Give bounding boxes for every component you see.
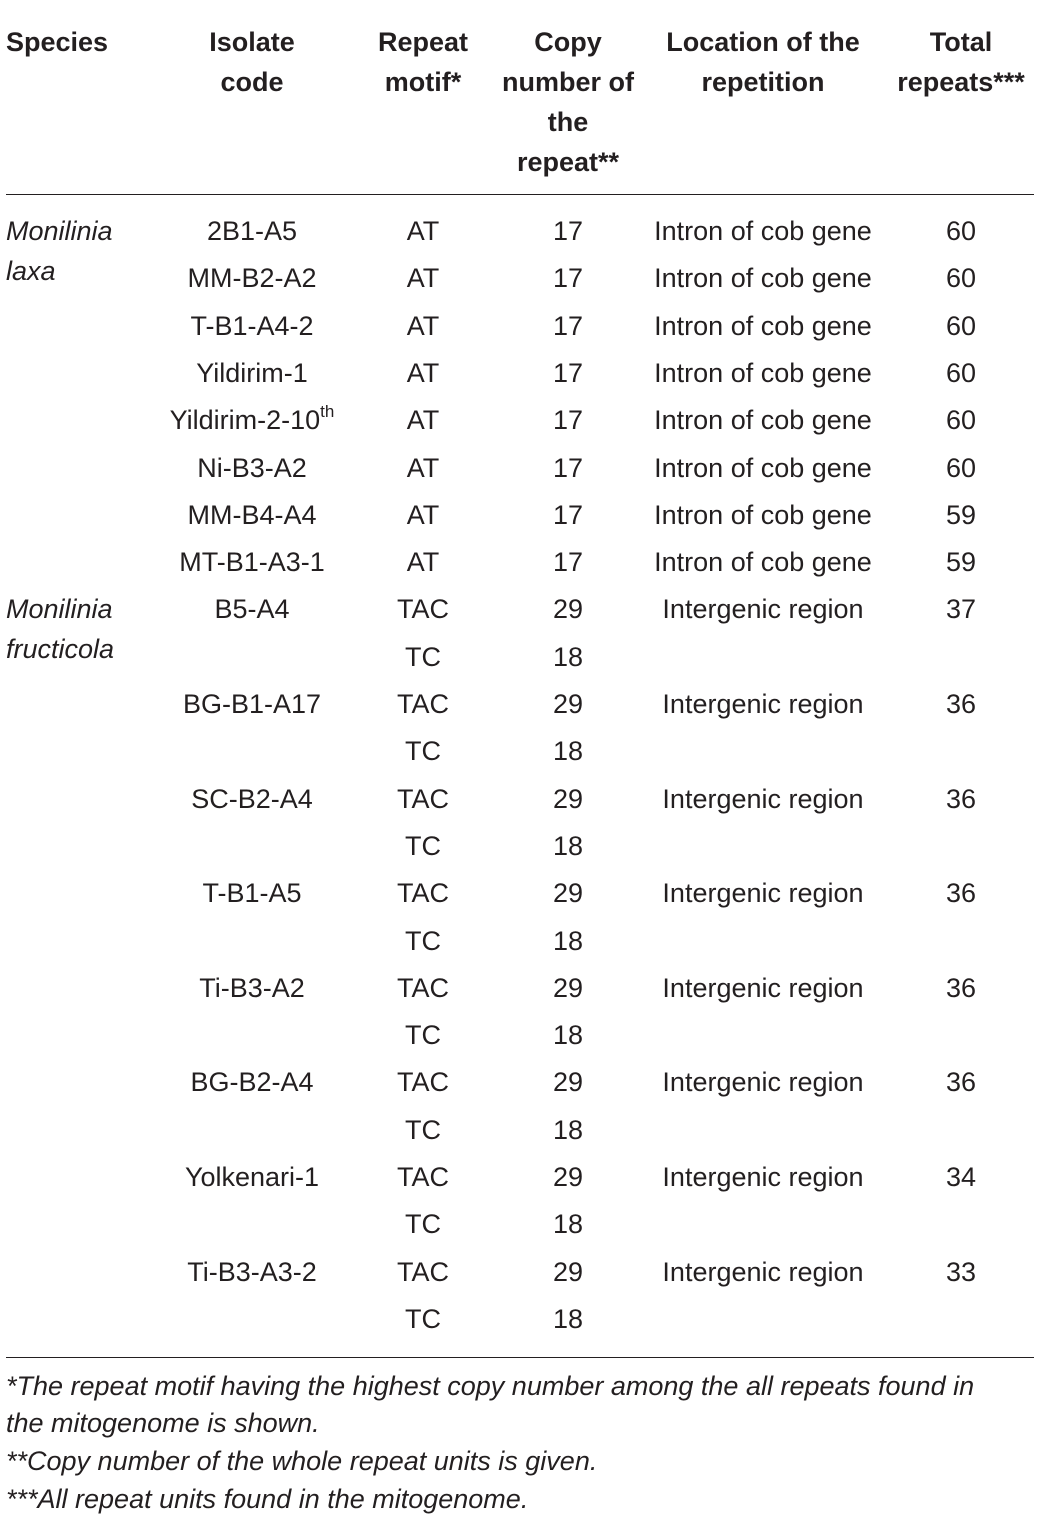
copy-number-cell	[496, 211, 640, 251]
repeat-motif-cell	[362, 495, 484, 535]
table-row	[0, 873, 1040, 913]
copy-number-cell	[496, 1299, 640, 1339]
total-repeats-cell	[886, 1252, 1036, 1292]
cell-text: 60	[945, 310, 977, 341]
location-cell	[640, 873, 886, 913]
cell-text: 59	[945, 547, 977, 578]
cell-text: TAC	[397, 1256, 449, 1287]
header-line: motif*	[384, 67, 462, 97]
isolate-code-cell	[152, 637, 352, 677]
location-cell	[640, 1062, 886, 1102]
table-row	[0, 1252, 1040, 1292]
isolate-code-cell	[152, 779, 352, 819]
footnote-line: **Copy number of the whole repeat units is given.	[6, 1446, 598, 1476]
cell-text: 18	[552, 925, 584, 956]
header-total-repeats	[886, 22, 1036, 102]
header-line: Isolate	[209, 27, 295, 57]
cell-text: 60	[945, 216, 977, 246]
location-cell	[640, 731, 886, 771]
repeat-motif-cell	[362, 542, 484, 582]
location-cell	[640, 968, 886, 1008]
copy-number-cell	[496, 731, 640, 771]
copy-number-cell	[496, 684, 640, 724]
cell-text: TC	[405, 1114, 441, 1145]
isolate-code-cell	[152, 542, 352, 582]
cell-text: 29	[552, 878, 584, 909]
location-cell	[640, 637, 886, 677]
header-line: Location of the	[666, 27, 860, 57]
cell-text: AT	[406, 310, 440, 341]
cell-text: 37	[945, 594, 977, 625]
table-row	[0, 1110, 1040, 1150]
cell-text: Ti-B3-A2	[199, 972, 305, 1003]
repeat-motif-cell	[362, 1062, 484, 1102]
cell-text: 17	[552, 452, 584, 483]
cell-text: T-B1-A5	[202, 878, 302, 909]
header-location	[640, 22, 886, 102]
copy-number-cell	[496, 779, 640, 819]
cell-text: TC	[405, 1303, 441, 1334]
repeat-motif-cell	[362, 211, 484, 251]
total-repeats-cell	[886, 306, 1036, 346]
total-repeats-cell	[886, 258, 1036, 298]
repeat-motif-cell	[362, 779, 484, 819]
ordinal-superscript: th	[320, 402, 335, 422]
cell-text: 18	[552, 1209, 584, 1240]
cell-text: Yildirim-1	[196, 357, 308, 388]
cell-text: TC	[405, 736, 441, 767]
cell-text: 17	[552, 357, 584, 388]
repeat-motif-cell	[362, 637, 484, 677]
table-row	[0, 211, 1040, 251]
total-repeats-cell	[886, 826, 1036, 866]
table-row	[0, 1299, 1040, 1339]
copy-number-cell	[496, 826, 640, 866]
total-repeats-cell	[886, 1110, 1036, 1150]
total-repeats-cell	[886, 779, 1036, 819]
isolate-code-cell	[152, 1252, 352, 1292]
location-cell	[640, 1299, 886, 1339]
copy-number-cell	[496, 637, 640, 677]
cell-text: TC	[405, 830, 441, 861]
total-repeats-cell	[886, 589, 1036, 629]
cell-text: BG-B1-A17	[182, 689, 322, 719]
footnote-line: *The repeat motif having the highest copy number among the all repeats found in	[6, 1371, 975, 1401]
location-cell	[640, 1015, 886, 1055]
repeat-motif-cell	[362, 921, 484, 961]
location-cell	[640, 1157, 886, 1197]
table-row	[0, 495, 1040, 535]
cell-text: TAC	[397, 1067, 449, 1098]
header-line: number of	[502, 67, 634, 97]
cell-text: Intergenic region	[662, 1162, 864, 1192]
species-name: Monilinia	[6, 594, 113, 625]
total-repeats-cell	[886, 731, 1036, 771]
isolate-code-cell	[152, 258, 352, 298]
isolate-code-cell	[152, 589, 352, 629]
total-repeats-cell	[886, 1062, 1036, 1102]
copy-number-cell	[496, 1252, 640, 1292]
location-cell	[640, 258, 886, 298]
cell-text: B5-A4	[214, 594, 290, 625]
total-repeats-cell	[886, 495, 1036, 535]
table-row	[0, 1157, 1040, 1197]
cell-text: 60	[945, 452, 977, 483]
isolate-code-cell	[152, 1204, 352, 1244]
cell-text: Intergenic region	[662, 689, 864, 719]
cell-text: AT	[406, 405, 440, 436]
repeat-motif-cell	[362, 589, 484, 629]
cell-text: Intergenic region	[662, 972, 864, 1003]
table-row	[0, 684, 1040, 724]
cell-text: Intron of cob gene	[654, 310, 872, 341]
location-cell	[640, 684, 886, 724]
isolate-code-cell	[152, 968, 352, 1008]
header-repeat-motif	[362, 22, 484, 102]
header-isolate-code	[152, 22, 352, 102]
cell-text: MT-B1-A3-1	[179, 547, 325, 578]
isolate-code-cell	[152, 826, 352, 866]
table-row	[0, 589, 1040, 629]
cell-text: BG-B2-A4	[190, 1067, 314, 1098]
total-repeats-cell	[886, 542, 1036, 582]
table-row	[0, 353, 1040, 393]
isolate-code-cell	[152, 1110, 352, 1150]
location-cell	[640, 1252, 886, 1292]
cell-text: AT	[406, 499, 440, 530]
repeat-motif-cell	[362, 1252, 484, 1292]
location-cell	[640, 448, 886, 488]
cell-text: TAC	[397, 594, 449, 625]
header-line: Species	[6, 27, 109, 57]
table-row	[0, 779, 1040, 819]
cell-text: 29	[552, 1067, 584, 1098]
cell-text: 29	[552, 972, 584, 1003]
cell-text: 60	[945, 405, 977, 436]
cell-text: AT	[406, 216, 440, 246]
header-bottom-rule	[6, 194, 1034, 195]
header-species	[6, 22, 156, 62]
repeat-motif-cell	[362, 306, 484, 346]
repeat-motif-cell	[362, 873, 484, 913]
cell-text: 59	[945, 499, 977, 530]
table-row	[0, 306, 1040, 346]
location-cell	[640, 921, 886, 961]
total-repeats-cell	[886, 684, 1036, 724]
header-line: repeats***	[897, 67, 1025, 97]
copy-number-cell	[496, 1157, 640, 1197]
location-cell	[640, 306, 886, 346]
repeat-motif-cell	[362, 1204, 484, 1244]
copy-number-cell	[496, 306, 640, 346]
cell-text: AT	[406, 357, 440, 388]
repeat-motif-cell	[362, 1157, 484, 1197]
species-name: Monilinia	[6, 216, 113, 246]
cell-text: 18	[552, 830, 584, 861]
table-bottom-rule	[6, 1357, 1034, 1358]
isolate-code-cell	[152, 1157, 352, 1197]
cell-text: Intron of cob gene	[654, 499, 872, 530]
header-line: repetition	[701, 67, 825, 97]
table-row	[0, 731, 1040, 771]
location-cell	[640, 211, 886, 251]
isolate-code-cell	[152, 448, 352, 488]
cell-text: AT	[406, 547, 440, 578]
cell-text: 18	[552, 1020, 584, 1051]
header-line: code	[220, 67, 284, 97]
cell-text: 17	[552, 310, 584, 341]
cell-text: 29	[552, 1256, 584, 1287]
cell-text: 2B1-A5	[206, 216, 298, 246]
isolate-code-cell	[152, 306, 352, 346]
cell-text: 60	[945, 263, 977, 294]
cell-text: Intron of cob gene	[654, 216, 872, 246]
footnote-line: the mitogenome is shown.	[6, 1408, 320, 1438]
isolate-code-cell	[152, 731, 352, 771]
cell-text: Intergenic region	[662, 1067, 864, 1098]
cell-text: 36	[945, 972, 977, 1003]
header-copy-number	[496, 22, 640, 182]
cell-text: Ni-B3-A2	[197, 452, 307, 483]
copy-number-cell	[496, 1204, 640, 1244]
cell-text: Intron of cob gene	[654, 357, 872, 388]
cell-text: 17	[552, 547, 584, 578]
cell-text: 17	[552, 405, 584, 436]
isolate-code-cell	[152, 873, 352, 913]
location-cell	[640, 400, 886, 440]
cell-text: 29	[552, 1162, 584, 1192]
location-cell	[640, 542, 886, 582]
cell-text: Yolkenari-1	[184, 1162, 320, 1192]
header-line: the	[547, 107, 589, 137]
cell-text: Intergenic region	[662, 594, 864, 625]
isolate-code-cell	[152, 1062, 352, 1102]
isolate-code-cell	[152, 1299, 352, 1339]
cell-text: T-B1-A4-2	[190, 310, 314, 341]
cell-text: 17	[552, 216, 584, 246]
repeat-motif-cell	[362, 448, 484, 488]
copy-number-cell	[496, 589, 640, 629]
repeat-motif-cell	[362, 1110, 484, 1150]
copy-number-cell	[496, 353, 640, 393]
cell-text: 17	[552, 499, 584, 530]
cell-text: 29	[552, 594, 584, 625]
copy-number-cell	[496, 448, 640, 488]
total-repeats-cell	[886, 448, 1036, 488]
cell-text: 18	[552, 1303, 584, 1334]
header-line: repeat**	[516, 147, 620, 177]
isolate-code-cell	[152, 1015, 352, 1055]
cell-text: Intergenic region	[662, 783, 864, 814]
cell-text: 36	[945, 1067, 977, 1098]
table-row	[0, 400, 1040, 440]
total-repeats-cell	[886, 873, 1036, 913]
copy-number-cell	[496, 542, 640, 582]
location-cell	[640, 1204, 886, 1244]
cell-text: 18	[552, 1114, 584, 1145]
cell-text: Intergenic region	[662, 1256, 864, 1287]
cell-text: Intron of cob gene	[654, 547, 872, 578]
cell-text: 17	[552, 263, 584, 294]
cell-text: 36	[945, 878, 977, 909]
table-row	[0, 968, 1040, 1008]
repeat-motif-cell	[362, 258, 484, 298]
footnote-line: ***All repeat units found in the mitogenome.	[6, 1484, 529, 1514]
isolate-code-cell	[152, 921, 352, 961]
isolate-code-cell	[152, 353, 352, 393]
cell-text: AT	[406, 452, 440, 483]
total-repeats-cell	[886, 1015, 1036, 1055]
cell-text: 29	[552, 689, 584, 719]
total-repeats-cell	[886, 921, 1036, 961]
copy-number-cell	[496, 1110, 640, 1150]
repeat-motif-cell	[362, 1299, 484, 1339]
cell-text: 29	[552, 783, 584, 814]
isolate-code-cell	[152, 495, 352, 535]
cell-text: 36	[945, 689, 977, 719]
total-repeats-cell	[886, 968, 1036, 1008]
species-name: laxa	[6, 256, 56, 286]
location-cell	[640, 589, 886, 629]
copy-number-cell	[496, 921, 640, 961]
cell-text: Yildirim-2-10	[169, 405, 321, 436]
cell-text: TC	[405, 641, 441, 672]
cell-text: Ti-B3-A3-2	[187, 1256, 317, 1287]
cell-text: Intron of cob gene	[654, 452, 872, 483]
cell-text: TAC	[397, 878, 449, 909]
repeat-motif-cell	[362, 400, 484, 440]
copy-number-cell	[496, 873, 640, 913]
header-line: Copy	[534, 27, 602, 57]
header-line: Repeat	[377, 27, 469, 57]
cell-text: TC	[405, 1020, 441, 1051]
copy-number-cell	[496, 258, 640, 298]
total-repeats-cell	[886, 1204, 1036, 1244]
table-row	[0, 1015, 1040, 1055]
total-repeats-cell	[886, 1299, 1036, 1339]
cell-text: 33	[945, 1256, 977, 1287]
total-repeats-cell	[886, 637, 1036, 677]
cell-text: AT	[406, 263, 440, 294]
table-row	[0, 921, 1040, 961]
cell-text: TAC	[397, 689, 449, 719]
isolate-code-cell	[152, 684, 352, 724]
repeat-motif-cell	[362, 353, 484, 393]
table-row	[0, 542, 1040, 582]
cell-text: 18	[552, 736, 584, 767]
table-row	[0, 258, 1040, 298]
total-repeats-cell	[886, 211, 1036, 251]
isolate-code-cell	[152, 211, 352, 251]
cell-text: TC	[405, 925, 441, 956]
location-cell	[640, 353, 886, 393]
repeat-motif-cell	[362, 1015, 484, 1055]
cell-text: MM-B2-A2	[187, 263, 317, 294]
repeat-motif-cell	[362, 731, 484, 771]
copy-number-cell	[496, 400, 640, 440]
total-repeats-cell	[886, 400, 1036, 440]
total-repeats-cell	[886, 1157, 1036, 1197]
cell-text: Intron of cob gene	[654, 263, 872, 294]
cell-text: Intron of cob gene	[654, 405, 872, 436]
copy-number-cell	[496, 1015, 640, 1055]
copy-number-cell	[496, 968, 640, 1008]
location-cell	[640, 826, 886, 866]
table-row	[0, 637, 1040, 677]
cell-text: SC-B2-A4	[191, 783, 313, 814]
table-row	[0, 826, 1040, 866]
total-repeats-cell	[886, 353, 1036, 393]
repeat-motif-cell	[362, 684, 484, 724]
location-cell	[640, 779, 886, 819]
table-row	[0, 448, 1040, 488]
copy-number-cell	[496, 1062, 640, 1102]
location-cell	[640, 495, 886, 535]
repeat-motif-cell	[362, 968, 484, 1008]
table-row	[0, 1062, 1040, 1102]
cell-text: TAC	[397, 783, 449, 814]
copy-number-cell	[496, 495, 640, 535]
cell-text: 34	[945, 1162, 977, 1192]
cell-text: MM-B4-A4	[187, 499, 317, 530]
repeat-motif-cell	[362, 826, 484, 866]
cell-text: TAC	[397, 972, 449, 1003]
cell-text: 18	[552, 641, 584, 672]
cell-text: TAC	[397, 1162, 449, 1192]
location-cell	[640, 1110, 886, 1150]
isolate-code-cell	[152, 400, 352, 440]
header-line: Total	[929, 27, 993, 57]
cell-text: Intergenic region	[662, 878, 864, 909]
cell-text: 60	[945, 357, 977, 388]
cell-text: 36	[945, 783, 977, 814]
cell-text: TC	[405, 1209, 441, 1240]
table-row	[0, 1204, 1040, 1244]
species-name: fructicola	[6, 634, 115, 665]
